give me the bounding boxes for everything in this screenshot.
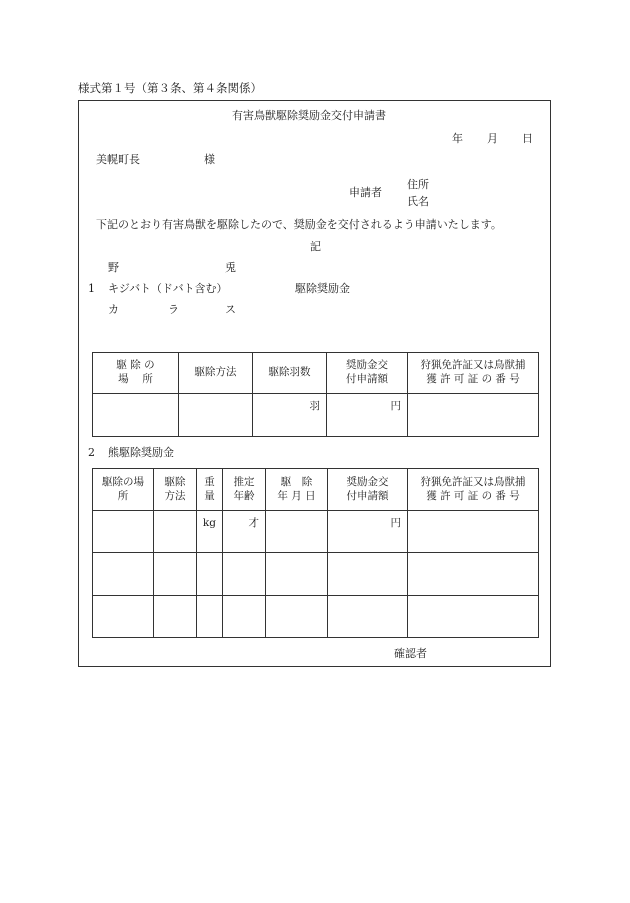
section2-title: 熊駆除奨励金 xyxy=(108,446,174,459)
header-location: 駆除の場 所 xyxy=(93,469,154,511)
age-cell[interactable] xyxy=(223,596,266,638)
weight-cell[interactable] xyxy=(197,553,223,596)
animal-crow-c: ス xyxy=(225,303,236,316)
animal-crow-b: ラ xyxy=(168,303,179,316)
animal-pigeon: キジバト（ドバト含む） xyxy=(108,282,228,295)
applicant-label: 申請者 xyxy=(349,186,382,199)
method-cell[interactable] xyxy=(154,511,197,553)
weight-cell[interactable]: kg xyxy=(197,511,223,553)
section2-number: 2 xyxy=(88,446,95,459)
header-license-number: 狩猟免許証又は鳥獣捕 獲 許 可 証 の 番 号 xyxy=(408,469,539,511)
header-bird-count: 駆除羽数 xyxy=(253,353,327,394)
bear-removal-table xyxy=(92,468,539,638)
header-removal-date: 駆 除 年 月 日 xyxy=(266,469,328,511)
amount-cell[interactable]: 円 xyxy=(327,394,408,437)
bird-removal-table xyxy=(92,352,539,437)
amount-cell[interactable]: 円 xyxy=(328,511,408,553)
header-license-number: 狩猟免許証又は鳥獣捕 獲 許 可 証 の 番 号 xyxy=(408,353,539,394)
animal-hare-b: 兎 xyxy=(225,261,236,274)
age-cell[interactable]: 才 xyxy=(223,511,266,553)
date-year: 年 xyxy=(452,132,463,145)
location-cell[interactable] xyxy=(93,596,154,638)
license-number-cell[interactable] xyxy=(408,511,539,553)
ki-heading: 記 xyxy=(310,240,321,253)
confirmer-label: 確認者 xyxy=(394,647,427,660)
method-cell[interactable] xyxy=(179,394,253,437)
form-number: 様式第１号（第３条、第４条関係） xyxy=(78,81,262,95)
amount-cell[interactable] xyxy=(328,596,408,638)
license-number-cell[interactable] xyxy=(408,394,539,437)
header-location: 駆 除 の 場 所 xyxy=(93,353,179,394)
age-cell[interactable] xyxy=(223,553,266,596)
date-month: 月 xyxy=(487,132,498,145)
location-cell[interactable] xyxy=(93,553,154,596)
weight-cell[interactable] xyxy=(197,596,223,638)
removal-date-cell[interactable] xyxy=(266,553,328,596)
applicant-address-label: 住所 xyxy=(407,178,429,191)
section1-number: 1 xyxy=(88,282,95,295)
removal-date-cell[interactable] xyxy=(266,596,328,638)
amount-cell[interactable] xyxy=(328,553,408,596)
date-day: 日 xyxy=(522,132,533,145)
addressee-name: 美幌町長 xyxy=(96,153,140,166)
header-method: 駆除 方法 xyxy=(154,469,197,511)
addressee-honorific: 様 xyxy=(204,153,215,166)
header-estimated-age: 推定 年齢 xyxy=(223,469,266,511)
header-amount: 奨励金交 付申請額 xyxy=(328,469,408,511)
bird-count-cell[interactable]: 羽 xyxy=(253,394,327,437)
method-cell[interactable] xyxy=(154,596,197,638)
applicant-name-label: 氏名 xyxy=(407,195,429,208)
header-amount: 奨励金交 付申請額 xyxy=(327,353,408,394)
license-number-cell[interactable] xyxy=(408,553,539,596)
location-cell[interactable] xyxy=(93,511,154,553)
section1-reward-label: 駆除奨励金 xyxy=(295,282,350,295)
header-method: 駆除方法 xyxy=(179,353,253,394)
animal-hare-a: 野 xyxy=(108,261,119,274)
removal-date-cell[interactable] xyxy=(266,511,328,553)
license-number-cell[interactable] xyxy=(408,596,539,638)
header-weight: 重 量 xyxy=(197,469,223,511)
form-title: 有害鳥獣駆除奨励金交付申請書 xyxy=(232,109,386,122)
animal-crow-a: カ xyxy=(108,303,119,316)
intro-text: 下記のとおり有害鳥獣を駆除したので、奨励金を交付されるよう申請いたします。 xyxy=(96,218,502,231)
location-cell[interactable] xyxy=(93,394,179,437)
method-cell[interactable] xyxy=(154,553,197,596)
